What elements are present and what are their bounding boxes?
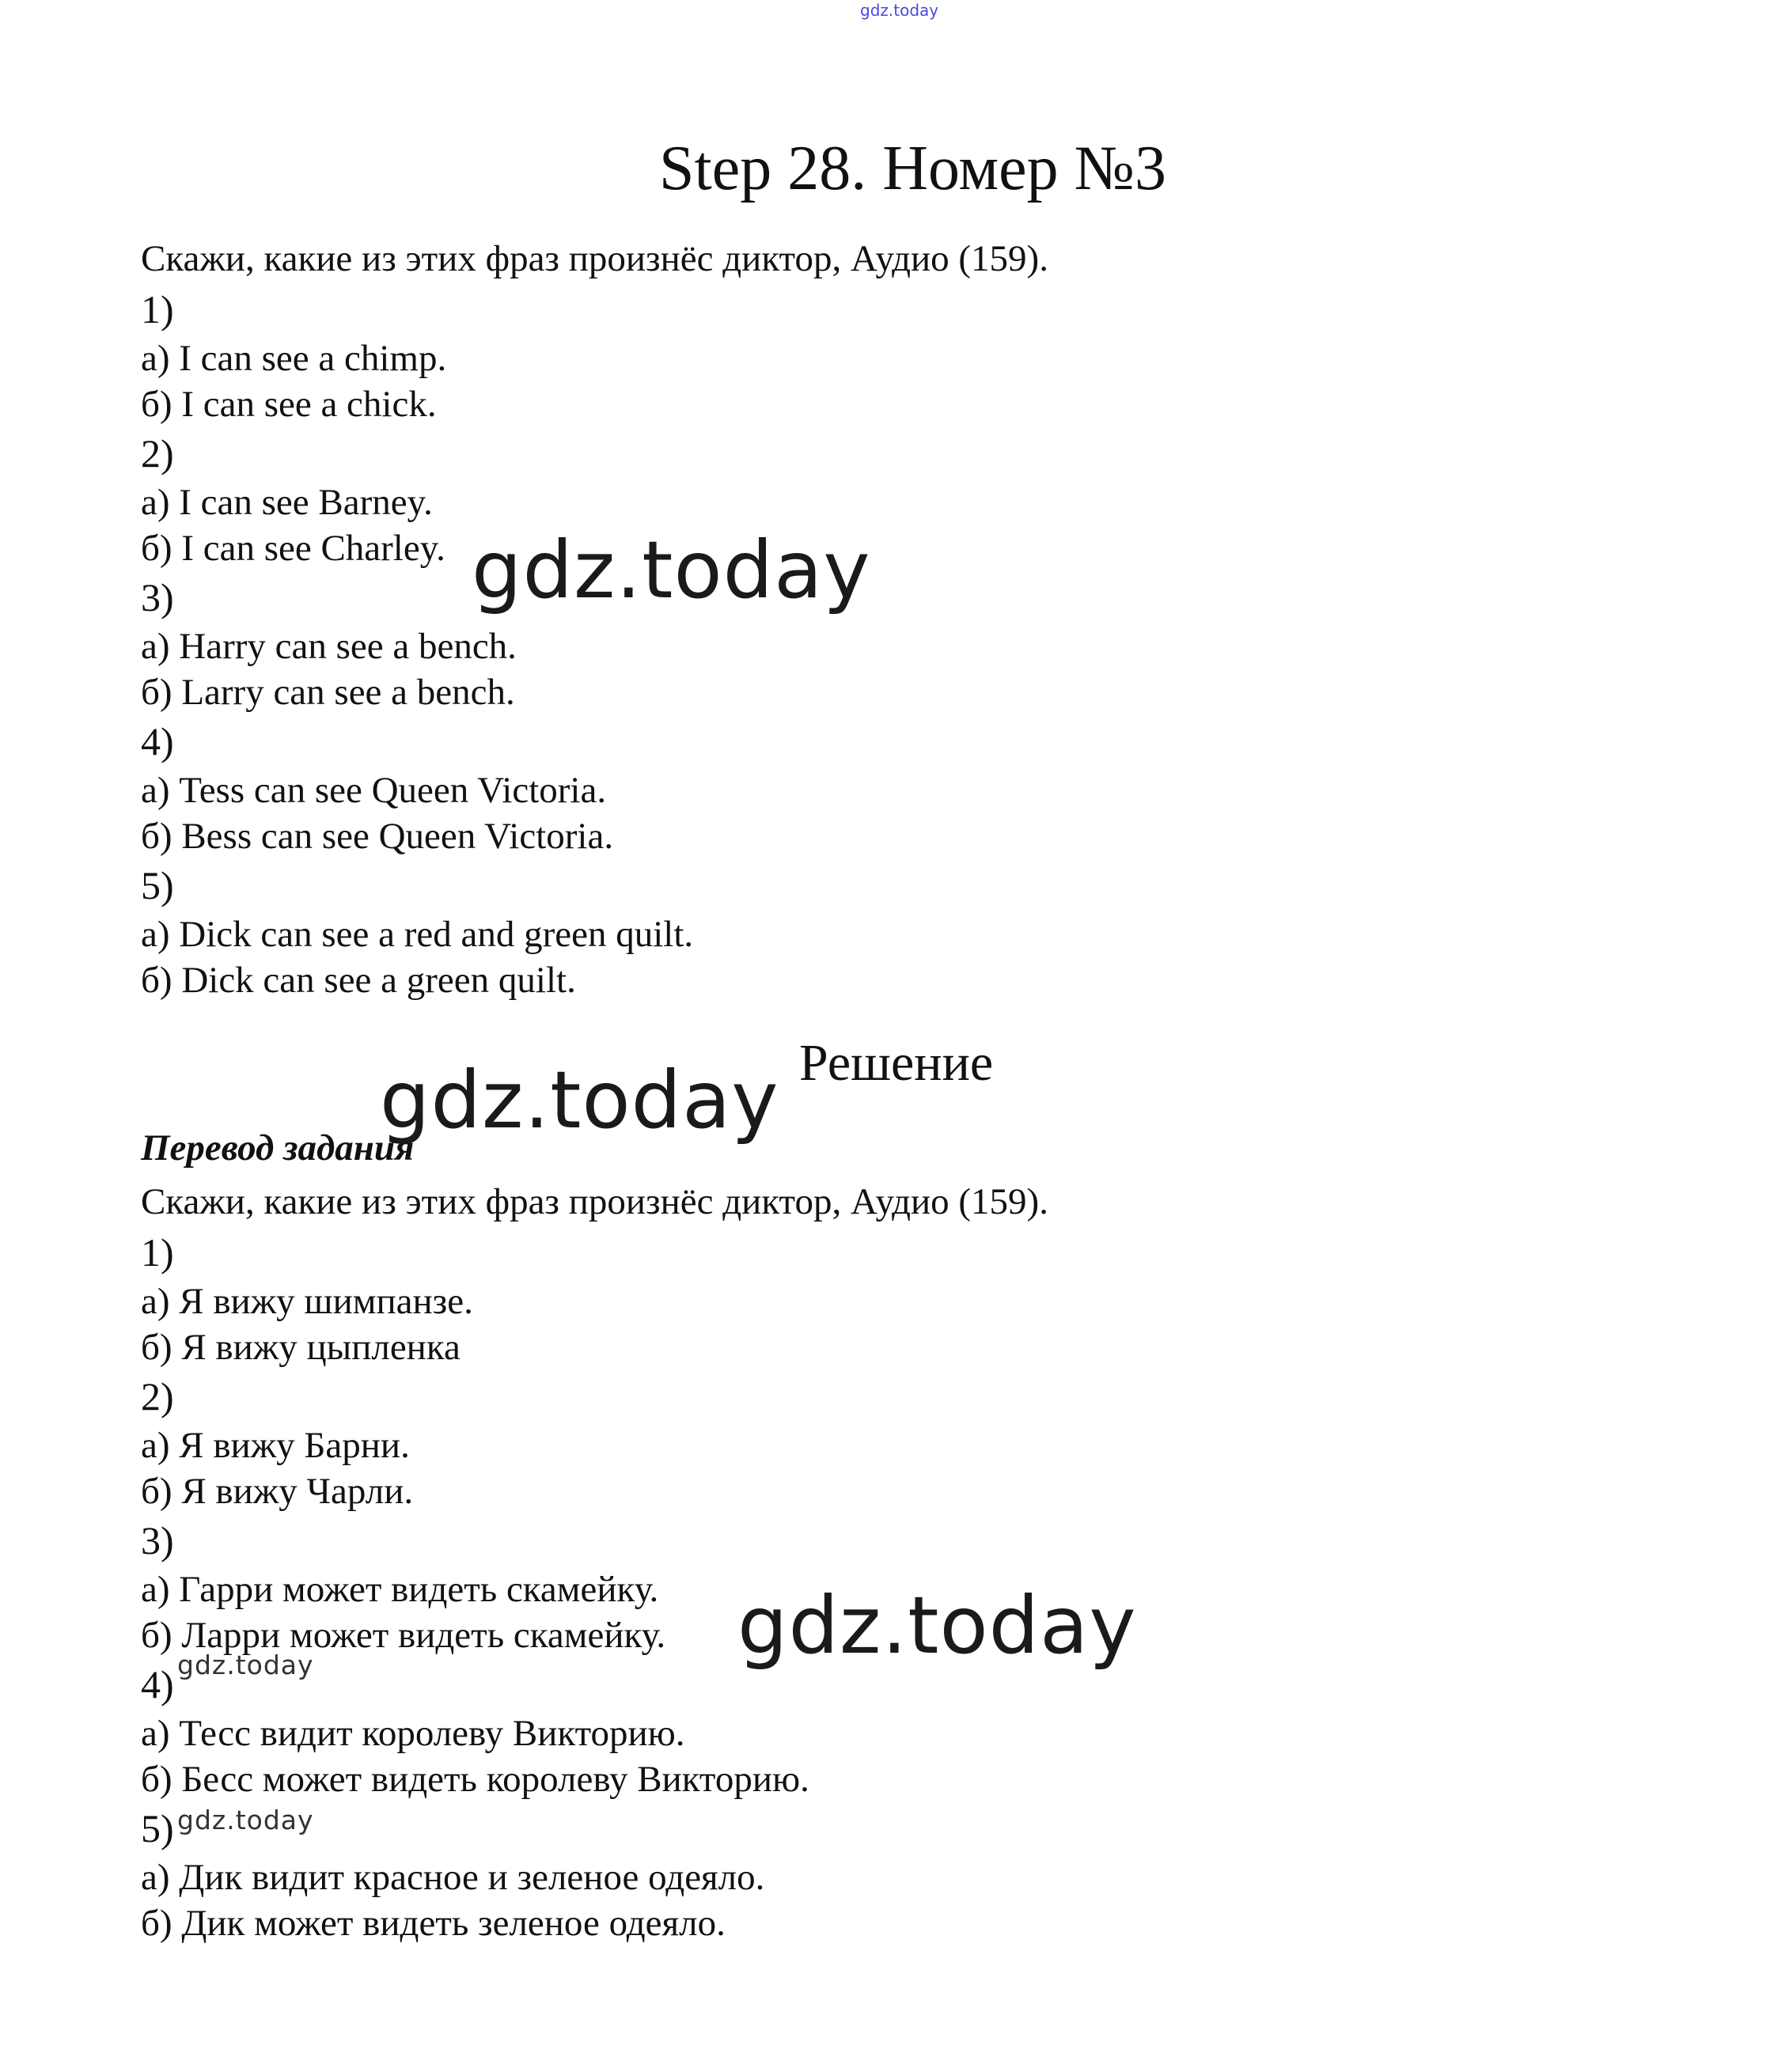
- watermark-mid-1: gdz.today: [472, 524, 871, 616]
- translation-heading: Перевод задания: [141, 1127, 415, 1169]
- solution-instruction: Скажи, какие из этих фраз произнёс диктор, Аудио (159).: [141, 1181, 1048, 1222]
- task-item-4-number: 4): [141, 719, 174, 763]
- task-item-4-option-a: а) Tess can see Queen Victoria.: [141, 770, 607, 811]
- task-item-1-option-b: б) I can see a chick.: [141, 384, 437, 425]
- solution-item-2-option-a: а) Я вижу Барни.: [141, 1425, 410, 1466]
- solution-item-1-number: 1): [141, 1230, 174, 1275]
- task-instruction: Скажи, какие из этих фраз произнёс диктор, Аудио (159).: [141, 238, 1048, 279]
- task-item-1-option-a: а) I can see a chimp.: [141, 338, 447, 379]
- solution-item-3-option-a: а) Гарри может видеть скамейку.: [141, 1569, 659, 1610]
- page-title: Step 28. Номер №3: [659, 134, 1166, 203]
- task-item-2-option-a: а) I can see Barney.: [141, 482, 433, 523]
- solution-item-2-option-b: б) Я вижу Чарли.: [141, 1471, 414, 1512]
- solution-item-3-option-b: б) Ларри может видеть скамейку.: [141, 1615, 666, 1656]
- solution-item-1-option-a: а) Я вижу шимпанзе.: [141, 1281, 473, 1322]
- watermark-top: gdz.today: [860, 1, 939, 20]
- watermark-small-2: gdz.today: [177, 1805, 314, 1835]
- watermark-small-1: gdz.today: [177, 1650, 314, 1680]
- task-item-5-option-b: б) Dick can see a green quilt.: [141, 960, 576, 1001]
- task-item-3-option-b: б) Larry can see a bench.: [141, 672, 515, 713]
- solution-item-2-number: 2): [141, 1374, 174, 1419]
- task-item-5-number: 5): [141, 863, 174, 907]
- task-item-3-number: 3): [141, 575, 174, 619]
- solution-item-3-number: 3): [141, 1518, 174, 1563]
- task-item-1-number: 1): [141, 287, 174, 331]
- task-item-4-option-b: б) Bess can see Queen Victoria.: [141, 816, 614, 857]
- solution-item-4-option-b: б) Бесс может видеть королеву Викторию.: [141, 1759, 809, 1800]
- solution-item-5-number: 5): [141, 1806, 174, 1850]
- task-item-3-option-a: а) Harry can see a bench.: [141, 626, 517, 667]
- task-item-2-number: 2): [141, 431, 174, 475]
- task-item-2-option-b: б) I can see Charley.: [141, 528, 445, 569]
- solution-item-5-option-a: а) Дик видит красное и зеленое одеяло.: [141, 1857, 765, 1898]
- solution-item-1-option-b: б) Я вижу цыпленка: [141, 1327, 461, 1368]
- task-item-5-option-a: а) Dick can see a red and green quilt.: [141, 914, 694, 955]
- solution-item-4-option-a: а) Тесс видит королеву Викторию.: [141, 1713, 685, 1754]
- solution-item-4-number: 4): [141, 1662, 174, 1706]
- watermark-mid-2: gdz.today: [380, 1054, 779, 1146]
- watermark-mid-3: gdz.today: [737, 1579, 1137, 1672]
- solution-item-5-option-b: б) Дик может видеть зеленое одеяло.: [141, 1903, 726, 1944]
- solution-heading: Решение: [799, 1034, 994, 1092]
